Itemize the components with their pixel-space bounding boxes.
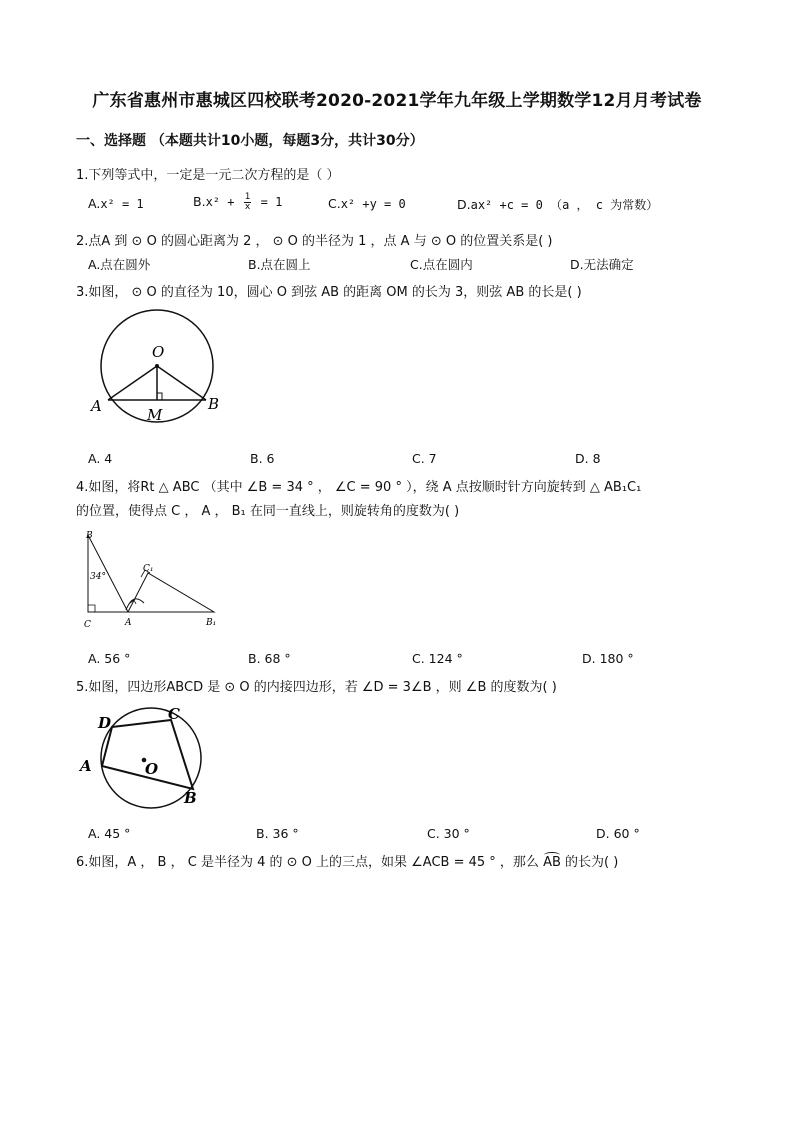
q4-option-d: D. 180 °	[582, 651, 634, 666]
q1-option-a: A.x² = 1	[88, 196, 144, 211]
rotation-arc	[126, 599, 144, 610]
q2-option-a: A.点在圆外	[88, 257, 151, 272]
label-d: D	[98, 714, 112, 732]
label-b: B	[86, 531, 93, 541]
arc-ab: AB	[543, 855, 561, 870]
section-heading: 一、选择题 （本题共计10小题，每题3分，共计30分）	[76, 133, 424, 149]
q4-option-c: C. 124 °	[412, 651, 463, 666]
q3-option-b: B. 6	[250, 451, 275, 466]
fraction: $\frac{1}{x}$	[244, 192, 251, 212]
q3-circle-figure	[85, 303, 230, 428]
question-4-stem-line-2: 的位置，使得点 C ， A ， B₁ 在同一直线上，则旋转角的度数为( )	[76, 504, 460, 519]
label-o: O	[152, 343, 165, 361]
q5-option-c: C. 30 °	[427, 826, 470, 841]
question-2-stem: 2.点A 到 ⊙ O 的圆心距离为 2 ， ⊙ O 的半径为 1 ，点 A 与 ⊙ O 的位置关系是( )	[76, 234, 553, 249]
q1-option-b: B.x² + $\frac{1}{x}$ = 1	[193, 192, 283, 212]
question-1-stem: 1.下列等式中，一定是一元二次方程的是（ ）	[76, 168, 340, 183]
label-m: M	[147, 406, 163, 424]
q2-option-b: B.点在圆上	[248, 257, 311, 272]
page-title: 广东省惠州市惠城区四校联考2020-2021学年九年级上学期数学12月月考试卷	[92, 91, 702, 111]
q5-cyclic-quadrilateral-figure	[76, 703, 226, 813]
quadrilateral-abcd	[102, 720, 193, 789]
q2-option-d: D.无法确定	[570, 257, 634, 272]
label-c1: C₁	[143, 564, 154, 574]
q2-option-c: C.点在圆内	[410, 257, 473, 272]
q4-option-b: B. 68 °	[248, 651, 291, 666]
segment-oa	[108, 366, 157, 400]
question-3-stem: 3.如图， ⊙ O 的直径为 10，圆心 O 到弦 AB 的距离 OM 的长为 3，则弦 AB 的长是( )	[76, 285, 582, 300]
label-b: B	[208, 395, 220, 413]
q3-option-a: A. 4	[88, 451, 113, 466]
q5-option-d: D. 60 °	[596, 826, 640, 841]
q5-option-b: B. 36 °	[256, 826, 299, 841]
right-angle-c	[88, 605, 95, 612]
question-6-stem: 6.如图，A ， B ， C 是半径为 4 的 ⊙ O 上的三点，如果 ∠ACB = 45 ° ，那么 AB 的长为( )	[76, 855, 619, 870]
triangle-ab1c1	[128, 573, 214, 612]
label-b: B	[184, 789, 197, 807]
label-b1: B₁	[206, 618, 217, 628]
question-5-stem: 5.如图，四边形ABCD 是 ⊙ O 的内接四边形，若 ∠D = 3∠B ，则 ∠B 的度数为( )	[76, 680, 557, 695]
label-angle-34: 34°	[90, 572, 106, 582]
q1-option-d: D.ax² +c = 0 （a ， c 为常数）	[457, 197, 659, 212]
label-a: A	[80, 757, 92, 775]
label-c: C	[84, 620, 91, 630]
q3-option-d: D. 8	[575, 451, 601, 466]
label-o: O	[145, 760, 159, 778]
q4-triangle-figure	[78, 525, 228, 633]
q1-option-c: C.x² +y = 0	[328, 196, 406, 211]
label-a: A	[91, 397, 102, 415]
center-point	[155, 364, 159, 368]
segment-ob	[157, 366, 206, 400]
label-a: A	[125, 618, 132, 628]
q4-option-a: A. 56 °	[88, 651, 131, 666]
label-c: C	[168, 705, 180, 723]
question-4-stem-line-1: 4.如图，将Rt △ ABC （其中 ∠B = 34 ° ， ∠C = 90 ° ），绕 A 点按顺时针方向旋转到 △ AB₁C₁	[76, 480, 642, 495]
q3-option-c: C. 7	[412, 451, 437, 466]
q5-option-a: A. 45 °	[88, 826, 131, 841]
